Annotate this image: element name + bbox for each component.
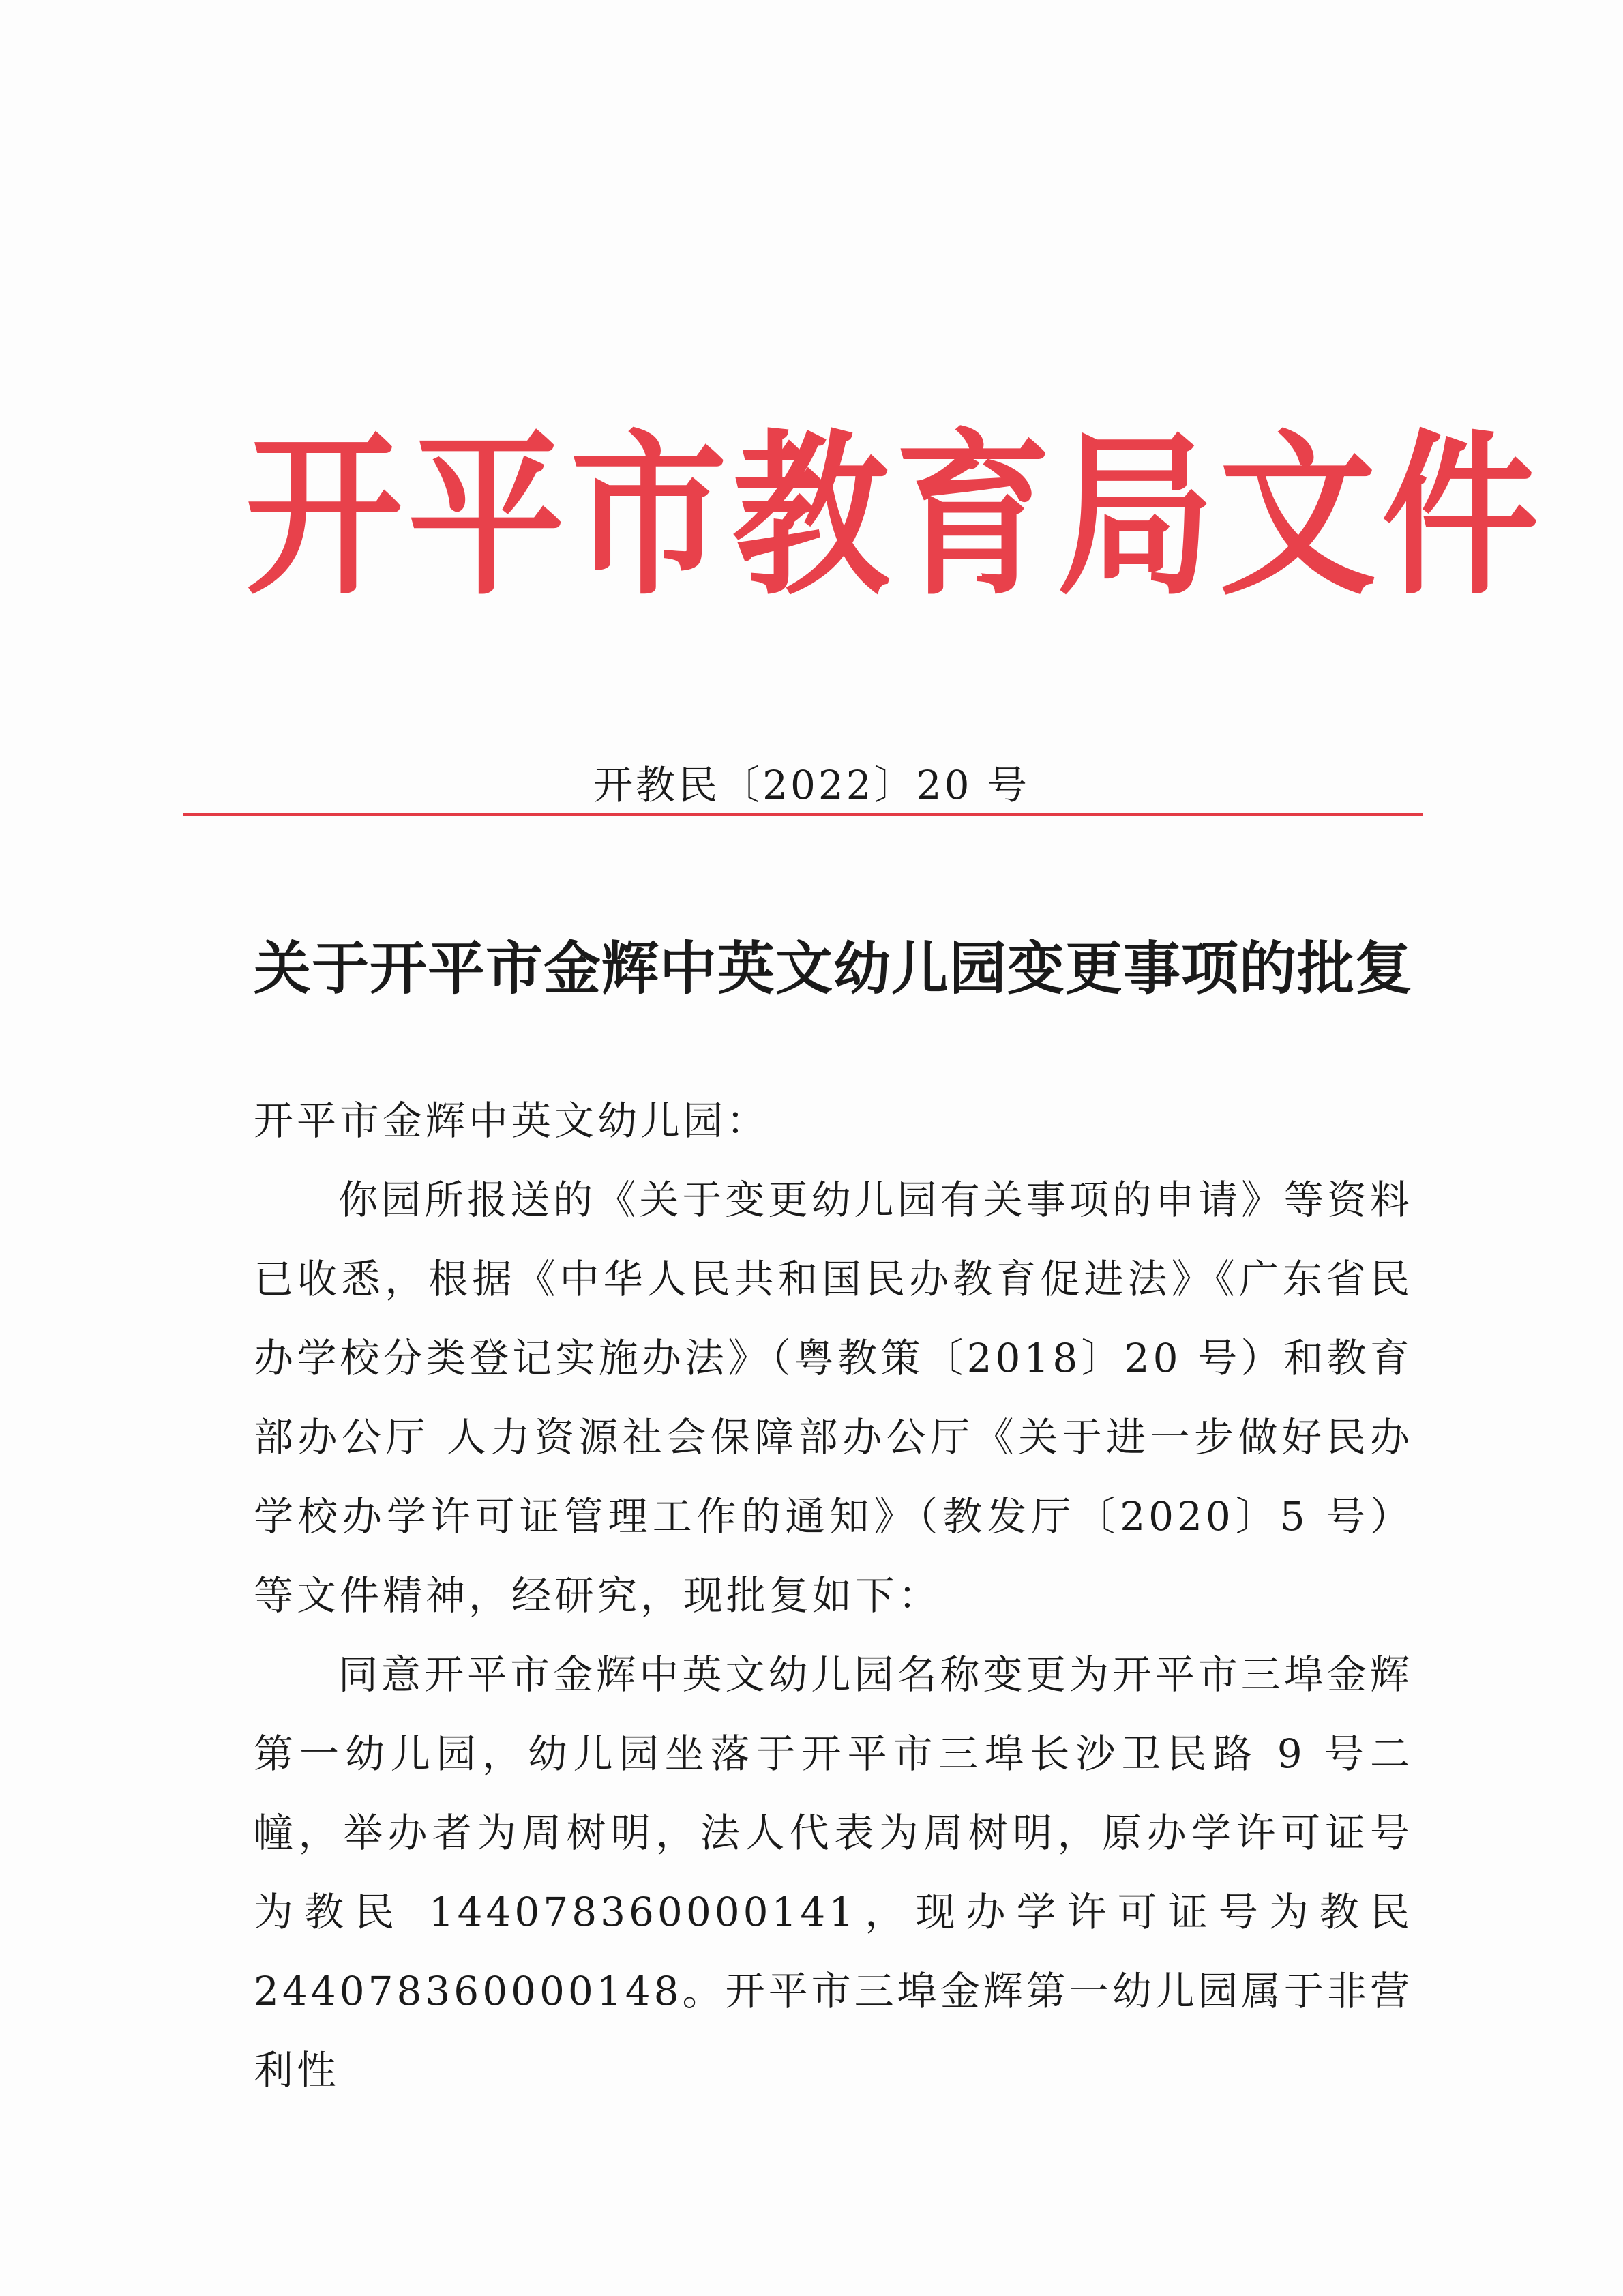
salutation: 开平市金辉中英文幼儿园： <box>254 1098 770 1144</box>
document-title: 关于开平市金辉中英文幼儿园变更事项的批复 <box>254 935 1414 1002</box>
document-number: 开教民〔2022〕20 号 <box>593 762 1030 808</box>
body-paragraph: 同意开平市金辉中英文幼儿园名称变更为开平市三埠金辉第一幼儿园，幼儿园坐落于开平市三埠长沙卫民路 9 号二幢，举办者为周树明，法人代表为周树明，原办学许可证号为教民 144078360000141，现办学许可证号为教民 244078360000148。开平市三埠金辉第一幼儿园属于非营利性 <box>254 1651 1413 2093</box>
issuing-authority-header: 开平市教育局文件 <box>245 415 1545 619</box>
document-body <box>254 1081 1413 2110</box>
body-paragraph: 你园所报送的《关于变更幼儿园有关事项的申请》等资料已收悉，根据《中华人民共和国民办教育促进法》《广东省民办学校分类登记实施办法》（粤教策〔2018〕20 号）和教育部办公厅 人力资源社会保障部办公厅《关于进一步做好民办学校办学许可证管理工作的通知》（教发厅〔2020〕5 号）等文件精神，经研究，现批复如下： <box>254 1177 1413 1619</box>
red-divider-line <box>183 813 1423 816</box>
